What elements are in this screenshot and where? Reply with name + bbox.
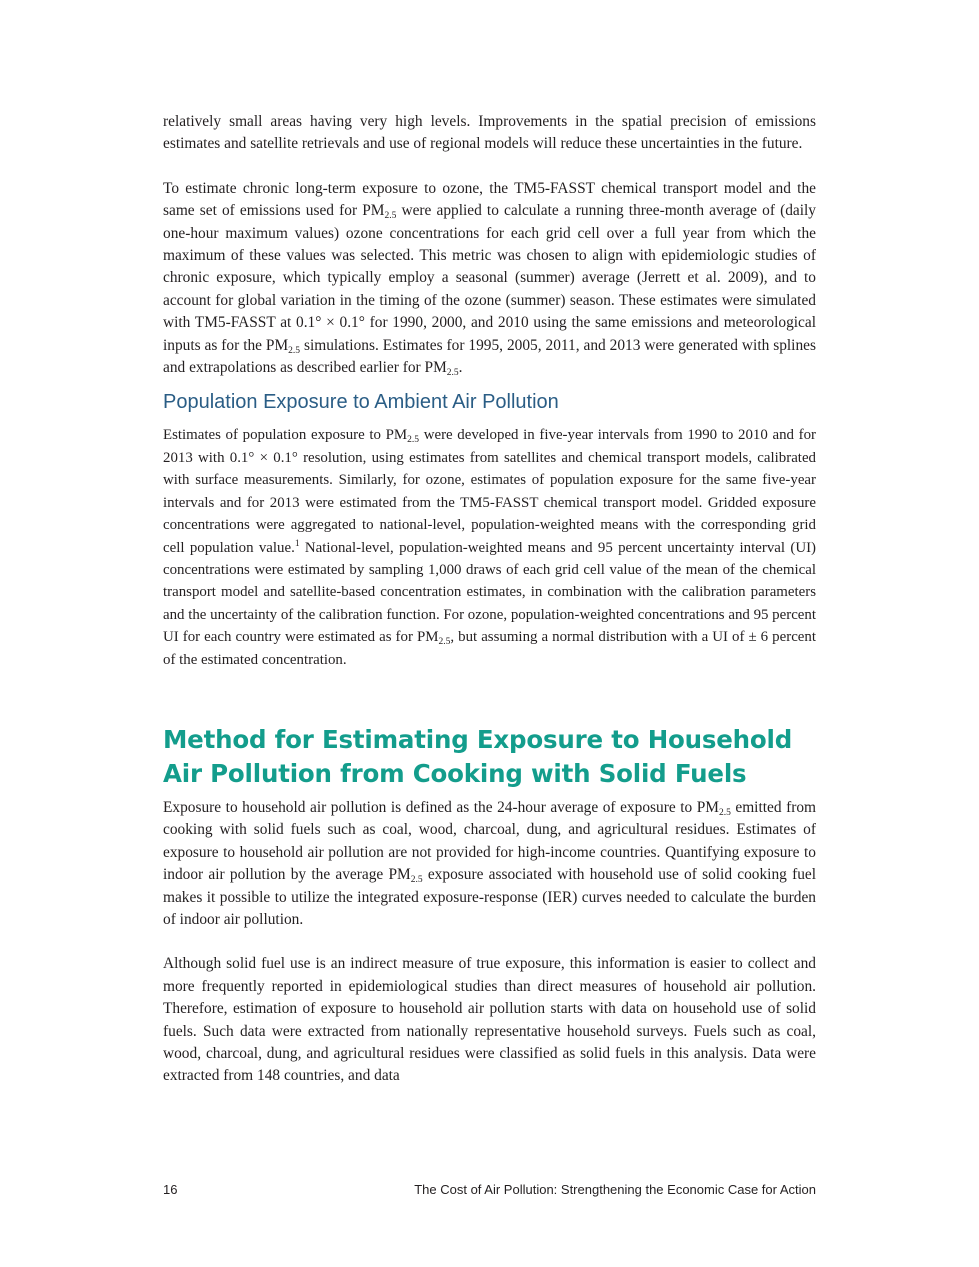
page-content: [163, 111, 820, 1088]
body-paragraph: Exposure to household air pollution is defined as the 24-hour average of exposure to $PM_{2.5}$ emitted from cooking with solid fuels such as coal, wood, charcoal, dung, and agricultural residues. Estimates of exposure to household air pollution are not provided for high-income countries. Quantifying exposure to indoor air pollution by the average $PM_{2.5}$ exposure associated with household use of solid cooking fuel makes it possible to utilize the integrated exposure-response (IER) curves needed to calculate the burden of indoor air pollution.: [163, 798, 820, 928]
subscript: 2.5: [410, 875, 423, 886]
subscript: 2.5: [446, 368, 459, 379]
footer-title: The Cost of Air Pollution: Strengthening the Economic Case for Action: [414, 1182, 816, 1197]
body-paragraph: To estimate chronic long-term exposure to ozone, the TM5-FASST chemical transport model and the same set of emissions used for $PM_{2.5}$ were applied to calculate a running three-month average of (daily one-hour maximum values) ozone concentrations for each grid cell over a full year from which the maximum of these values was selected. This metric was chosen to align with epidemiologic studies of chronic exposure, which typically employ a seasonal (summer) average (Jerrett et al. 2009), and to account for global variation in the timing of the ozone (summer) season. These estimates were simulated with TM5-FASST at 0.1° × 0.1° for 1990, 2000, and 2010 using the same emissions and meteorological inputs as for the $PM_{2.5}$ simulations. Estimates for 1995, 2005, 2011, and 2013 were generated with splines and extrapolations as described earlier for $PM_{2.5}$.: [163, 179, 820, 379]
body-paragraph: Although solid fuel use is an indirect measure of true exposure, this information is easier to collect and more frequently reported in epidemiological studies than direct measures of household air pollution. Therefore, estimation of exposure to household air pollution starts with data on household use of solid fuels. Such data were extracted from nationally representative household surveys. Fuels such as coal, wood, charcoal, dung, and agricultural residues were classified as solid fuels in this analysis. Data were extracted from 148 countries, and data: [163, 955, 820, 1085]
section-heading: Population Exposure to Ambient Air Pollution: [163, 391, 559, 414]
subscript: 2.5: [438, 637, 451, 648]
subscript: 2.5: [718, 807, 731, 818]
chapter-heading: Method for Estimating Exposure to Household Air Pollution from Cooking with Solid Fuels: [163, 724, 793, 788]
footnote-marker: 1: [294, 538, 300, 549]
subscript: 2.5: [407, 435, 420, 446]
page-footer: [163, 1182, 816, 1202]
body-paragraph: Estimates of population exposure to $PM_{2.5}$ were developed in five-year intervals from 1990 to 2010 and for 2013 with 0.1° × 0.1° resolution, using estimates from satellites and chemical transport models, calibrated with surface measurements. Similarly, for ozone, estimates of population exposure for the same five-year intervals and for 2013 were estimated from the TM5-FASST chemical transport model. Gridded exposure concentrations were aggregated to national-level, population-weighted means with the corresponding grid cell population value.$^1$ National-level, population-weighted means and 95 percent uncertainty interval (UI) concentrations were estimated by sampling 1,000 draws of each grid cell value of the mean of the chemical transport model and satellite-based concentration estimates, in combination with the calibration parameters and the uncertainty of the calibration function. For ozone, population-weighted concentrations and 95 percent UI for each country were estimated as for $PM_{2.5}$, but assuming a normal distribution with a UI of ± 6 percent of the estimated concentration.: [163, 427, 820, 668]
subscript: 2.5: [384, 211, 397, 222]
paragraph-spacer: [163, 156, 816, 178]
body-paragraph: relatively small areas having very high levels. Improvements in the spatial precision of emissions estimates and satellite retrievals and use of regional models will reduce these uncertainties in the future.: [163, 113, 820, 153]
page-number: 16: [163, 1182, 178, 1197]
paragraph-spacer: [163, 931, 816, 953]
subscript: 2.5: [288, 345, 301, 356]
